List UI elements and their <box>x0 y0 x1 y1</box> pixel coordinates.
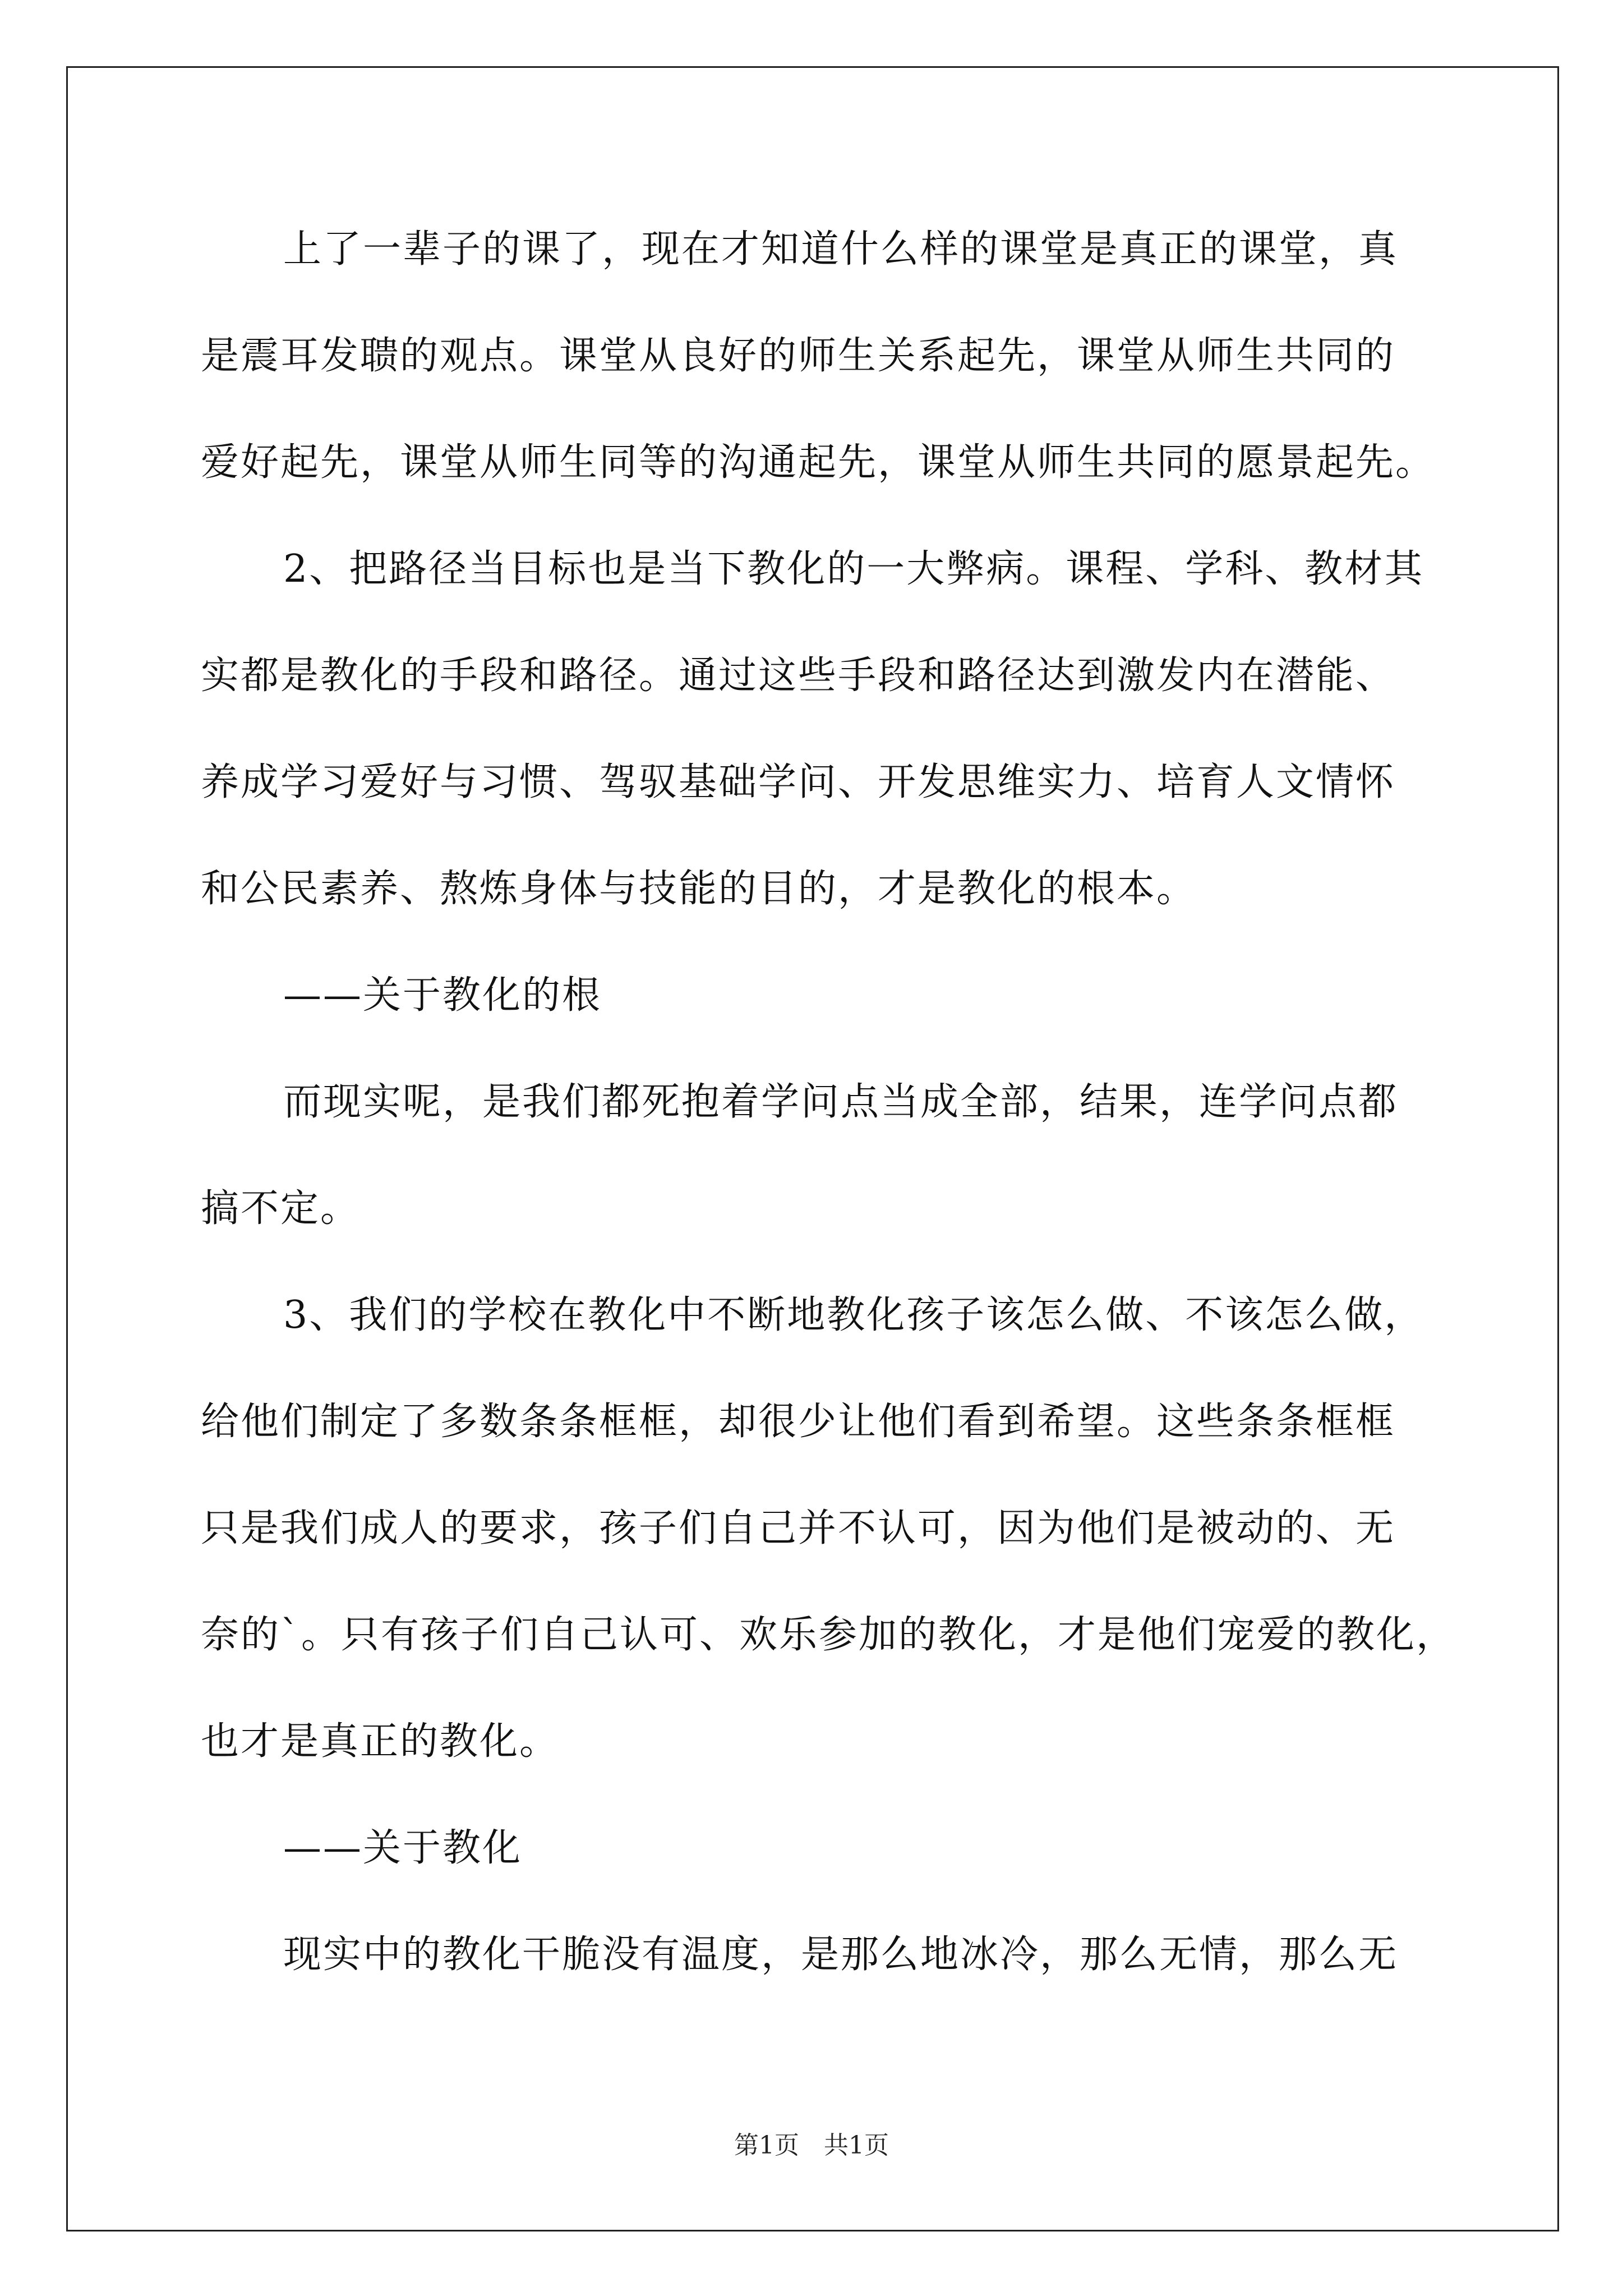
section-note-2: ——关于教化 <box>283 1826 523 1870</box>
text-line-13: 只是我们成人的要求，孩子们自己并不认可，因为他们是被动的、无 <box>201 1506 1396 1550</box>
text-line-17: 现实中的教化干脆没有温度，是那么地冰冷，那么无情，那么无 <box>283 1932 1399 1977</box>
text-line-11: 3、我们的学校在教化中不断地教化孩子该怎么做、不该怎么做， <box>283 1293 1424 1337</box>
page-border <box>66 66 1559 2231</box>
text-line-6: 养成学习爱好与习惯、驾驭基础学问、开发思维实力、培育人文情怀 <box>201 760 1396 804</box>
text-line-2: 是震耳发聩的观点。课堂从良好的师生关系起先，课堂从师生共同的 <box>201 334 1396 378</box>
page-number: 第1页 共1页 <box>734 2131 889 2160</box>
text-line-14: 奈的`。只有孩子们自己认可、欢乐参加的教化，才是他们宠爱的教化， <box>201 1613 1456 1657</box>
text-line-4: 2、把路径当目标也是当下教化的一大弊病。课程、学科、教材其 <box>283 547 1424 591</box>
section-note-1: ——关于教化的根 <box>283 973 602 1018</box>
text-line-5: 实都是教化的手段和路径。通过这些手段和路径达到激发内在潜能、 <box>201 654 1396 698</box>
text-line-12: 给他们制定了多数条条框框，却很少让他们看到希望。这些条条框框 <box>201 1400 1396 1444</box>
text-line-9: 而现实呢，是我们都死抱着学问点当成全部，结果，连学问点都 <box>283 1080 1399 1124</box>
text-line-3: 爱好起先，课堂从师生同等的沟通起先，课堂从师生共同的愿景起先。 <box>201 440 1436 485</box>
text-line-10: 搞不定。 <box>201 1186 361 1231</box>
text-line-15: 也才是真正的教化。 <box>201 1719 560 1764</box>
text-line-1: 上了一辈子的课了，现在才知道什么样的课堂是真正的课堂，真 <box>283 227 1399 272</box>
text-line-7: 和公民素养、熬炼身体与技能的目的，才是教化的根本。 <box>201 867 1197 911</box>
